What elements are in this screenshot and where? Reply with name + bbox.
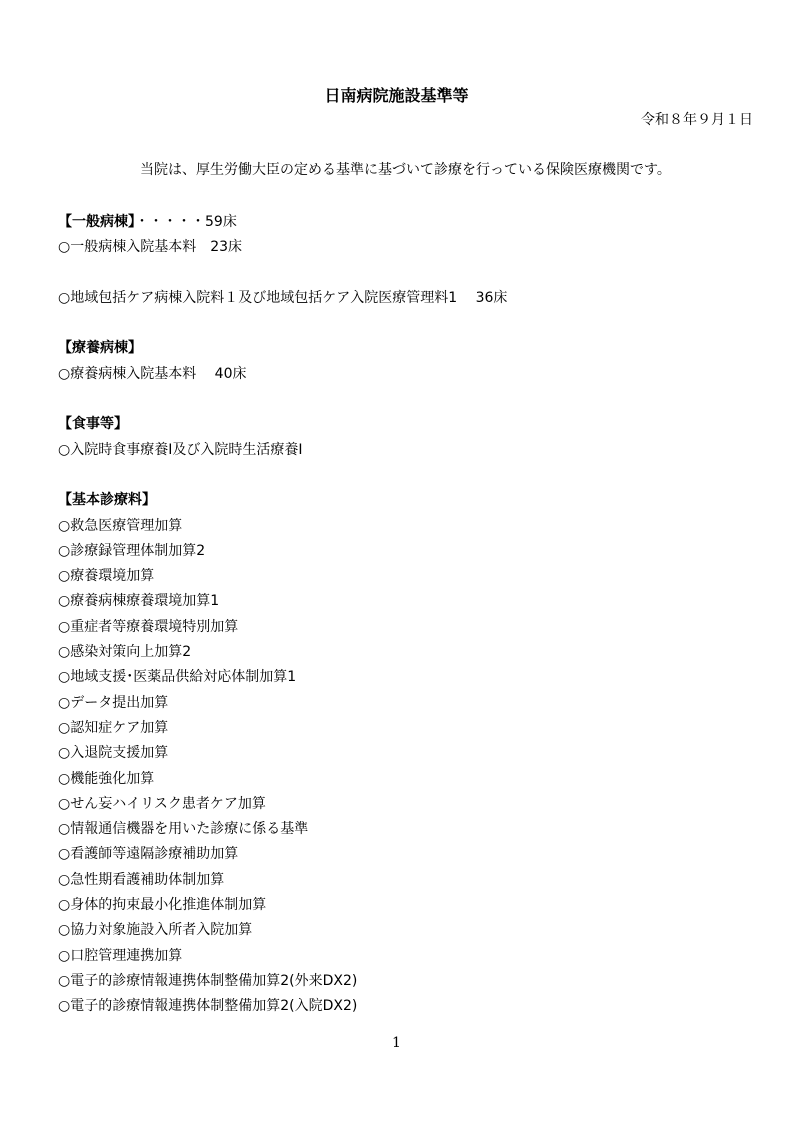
list-item: ○地域包括ケア病棟入院料１及び地域包括ケア入院医療管理料1 36床 (58, 289, 508, 306)
section-basic-fees-heading: 【基本診療料】 (58, 492, 156, 509)
page-title: 日南病院施設基準等 (324, 86, 469, 105)
list-item: ○機能強化加算 (58, 770, 155, 787)
section-heading: 【一般病棟】 (58, 214, 135, 230)
list-item: ○データ提出加算 (58, 694, 169, 711)
list-item: ○電子的診療情報連携体制整備加算2(入院DX2) (58, 998, 358, 1015)
list-item: ○電子的診療情報連携体制整備加算2(外来DX2) (58, 972, 358, 989)
spacer (58, 312, 758, 337)
intro-text: 当院は、厚生労働大臣の定める基準に基づいて診療を行っている保険医療機関です。 (140, 162, 671, 178)
list-item: ○療養病棟入院基本料 40床 (58, 365, 247, 382)
list-item: ○重症者等療養環境特別加算 (58, 618, 239, 635)
section-recuperation-ward-heading: 【療養病棟】 (58, 340, 142, 357)
document-date: 令和８年９月１日 (641, 112, 753, 128)
list-item: ○療養病棟療養環境加算1 (58, 593, 220, 610)
list-item: ○入退院支援加算 (58, 745, 169, 762)
list-item: ○感染対策向上加算2 (58, 644, 192, 661)
list-item: ○看護師等遠隔診療補助加算 (58, 846, 239, 863)
list-item: ○療養環境加算 (58, 568, 155, 585)
list-item: ○一般病棟入院基本料 23床 (58, 239, 243, 256)
list-item: ○身体的拘束最小化推進体制加算 (58, 897, 267, 914)
list-item: ○口腔管理連携加算 (58, 947, 183, 964)
list-item: ○診療録管理体制加算2 (58, 542, 206, 559)
list-item: ○入院時食事療養Ⅰ及び入院時生活療養Ⅰ (58, 441, 303, 458)
list-item: ○急性期看護補助体制加算 (58, 871, 225, 888)
list-item: ○認知症ケア加算 (58, 719, 169, 736)
spacer (58, 464, 758, 489)
list-item: ○地域支援･医薬品供給対応体制加算1 (58, 669, 297, 686)
spacer (58, 262, 758, 287)
list-item: ○せん妄ハイリスク患者ケア加算 (58, 795, 266, 812)
list-item: ○救急医療管理加算 (58, 517, 183, 534)
page-number: 1 (392, 1035, 401, 1051)
list-item: ○協力対象施設入所者入院加算 (58, 922, 253, 939)
section-general-ward-heading (58, 211, 758, 236)
list-item: ○情報通信機器を用いた診療に係る基準 (58, 821, 309, 838)
document-body (58, 211, 758, 1021)
section-meals-heading: 【食事等】 (58, 416, 128, 433)
bed-count: ・・・・・59床 (135, 214, 237, 230)
spacer (58, 388, 758, 413)
